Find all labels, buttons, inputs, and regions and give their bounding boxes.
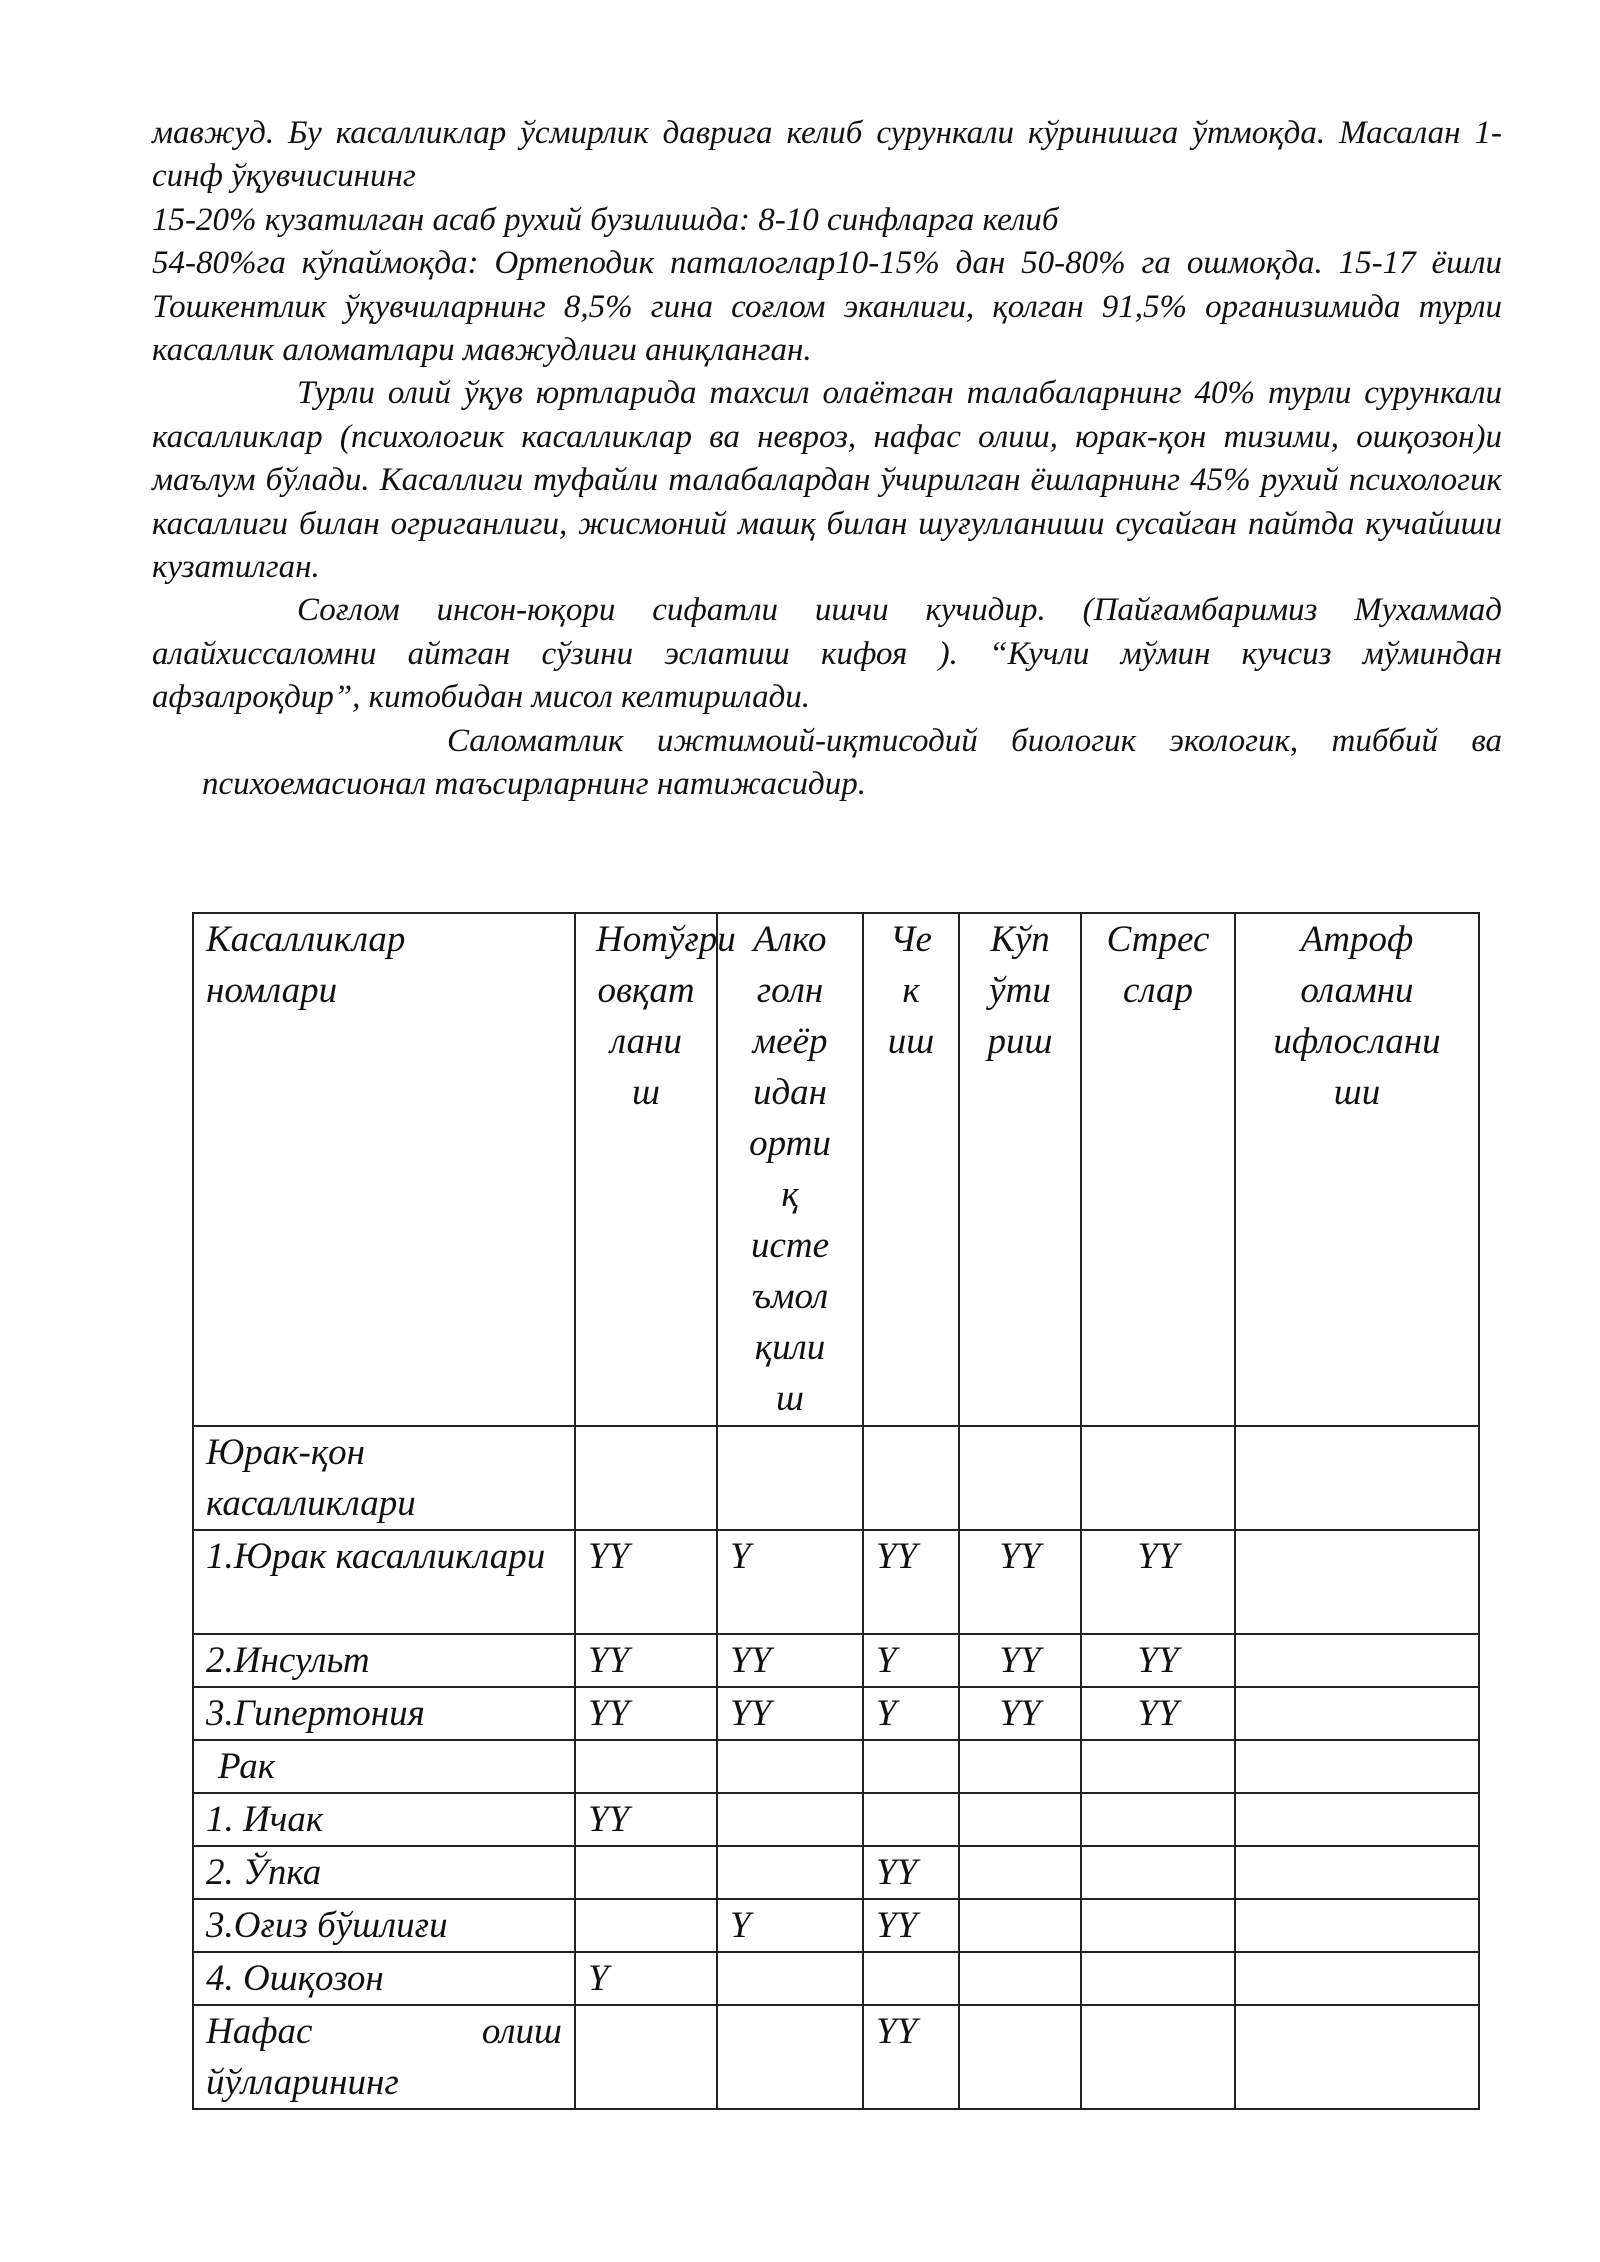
row-name: 4. Ошқозон [193,1952,575,2005]
row-name [193,2005,575,2109]
cell [959,1793,1081,1846]
cell [1235,2005,1479,2109]
table-row [193,1426,1479,1530]
header-disease-names: Касалликлар номлари [193,913,575,1426]
disease-risk-table [192,912,1480,2110]
cell [959,1952,1081,2005]
row-name: Рак [193,1740,575,1793]
cell: YY [717,1634,863,1687]
cell [717,1740,863,1793]
cell [959,1426,1081,1530]
cell [575,1426,717,1530]
cell [1235,1426,1479,1530]
cell [575,1846,717,1899]
cell [717,1846,863,1899]
table-row [193,1899,1479,1952]
cell [575,1899,717,1952]
cell: YY [959,1530,1081,1634]
cell [863,1740,959,1793]
cell: YY [863,2005,959,2109]
cell: YY [717,1687,863,1740]
paragraph-3: 54-80%га кўпаймоқда: Ортеподик паталоглар10-15% дан 50-80% га ошмоқда. 15-17 ёшли Тошкентлик ўқувчиларнинг 8,5% гина соғлом эканлиги, қолган 91,5% организимида турли касаллик аломатлари мавжудлиги аниқланган. [152,245,1502,369]
cell [1081,2005,1235,2109]
header-sedentary: Кўп ўти риш [959,913,1081,1426]
cell: YY [575,1634,717,1687]
cell [717,2005,863,2109]
cell: YY [575,1530,717,1634]
cell [959,1740,1081,1793]
cell: YY [959,1687,1081,1740]
paragraph-2: 15-20% кузатилган асаб рухий бузилишда: 8-10 синфларга келиб [152,201,1059,238]
cell [575,1740,717,1793]
paragraph-6: Саломатлик ижтимоий-иқтисодий биологик экологик, тиббий ва психоемасионал таъсирларнинг натижасидир. [202,722,1502,803]
cell: YY [959,1634,1081,1687]
cell: YY [575,1687,717,1740]
row-name: Юрак-қон касалликлари [193,1426,575,1530]
cell: YY [1081,1530,1235,1634]
cell [863,1793,959,1846]
table-row [193,1740,1479,1793]
cell [959,1846,1081,1899]
cell [575,2005,717,2109]
cell [1235,1687,1479,1740]
row-name: 3.Гипертония [193,1687,575,1740]
cell: Y [717,1899,863,1952]
table-row [193,1687,1479,1740]
paragraph-5: Соғлом инсон-юқори сифатли ишчи кучидир. (Пайғамбаримиз Мухаммад алайхиссаломни айтган сўзини эслатиш кифоя ). “Кучли мўмин кучсиз мўминдан афзалроқдир”, китобидан мисол келтирилади. [152,592,1502,716]
table-row [193,2005,1479,2109]
cell [1235,1530,1479,1634]
table-row [193,1846,1479,1899]
cell [959,1899,1081,1952]
paragraph-1: мавжуд. Бу касалликлар ўсмирлик даврига келиб сурункали кўринишга ўтмоқда. Масалан 1-синф ўқувчисининг [152,115,1502,195]
cell: Y [863,1687,959,1740]
paragraph-4: Турли олий ўқув юртларида тахсил олаётган талабаларнинг 40% турли сурункали касалликлар (психологик касалликлар ва невроз, нафас олиш, юрак-қон тизими, ошқозон)и маълум бўлади. Касаллиги туфайли талабалардан ўчирилган ёшларнинг 45% рухий психологик касаллиги билан огриганлиги, жисмоний машқ билан шуғулланиши сусайган пайтда кучайиши кузатилган. [152,375,1502,586]
header-pollution: Атроф оламни ифлослани ши [1235,913,1479,1426]
header-poor-diet: Нотўғри овқат лани ш [575,913,717,1426]
cell: YY [575,1793,717,1846]
cell [1235,1793,1479,1846]
cell [1235,1899,1479,1952]
cell [1235,1952,1479,2005]
table-row [193,1634,1479,1687]
header-alcohol: Алко голн меёр идан орти қ исте ъмол қили ш [717,913,863,1426]
cell: Y [717,1530,863,1634]
cell [717,1793,863,1846]
cell [863,1952,959,2005]
row-name: 2.Инсульт [193,1634,575,1687]
cell [863,1426,959,1530]
cell [1081,1952,1235,2005]
cell [1081,1740,1235,1793]
cell [1081,1846,1235,1899]
table-row [193,1530,1479,1634]
header-stress: Стрес слар [1081,913,1235,1426]
cell: YY [863,1899,959,1952]
table-header-row [193,913,1479,1426]
table-row [193,1793,1479,1846]
cell [1235,1740,1479,1793]
cell [717,1952,863,2005]
cell [1081,1426,1235,1530]
cell [1235,1634,1479,1687]
header-smoking: Че к иш [863,913,959,1426]
cell: Y [575,1952,717,2005]
cell [717,1426,863,1530]
row-name-text: Нафас олиш йўлларининг [206,2011,562,2103]
row-name: 2. Ўпка [193,1846,575,1899]
table-row [193,1952,1479,2005]
row-name: 1. Ичак [193,1793,575,1846]
cell: YY [863,1846,959,1899]
cell [1081,1899,1235,1952]
cell: YY [1081,1634,1235,1687]
body-text [152,112,1502,807]
cell: YY [1081,1687,1235,1740]
cell [1235,1846,1479,1899]
cell [1081,1793,1235,1846]
cell: Y [863,1634,959,1687]
row-name: 1.Юрак касалликлари [193,1530,575,1634]
cell [959,2005,1081,2109]
cell: YY [863,1530,959,1634]
row-name: 3.Оғиз бўшлиғи [193,1899,575,1952]
